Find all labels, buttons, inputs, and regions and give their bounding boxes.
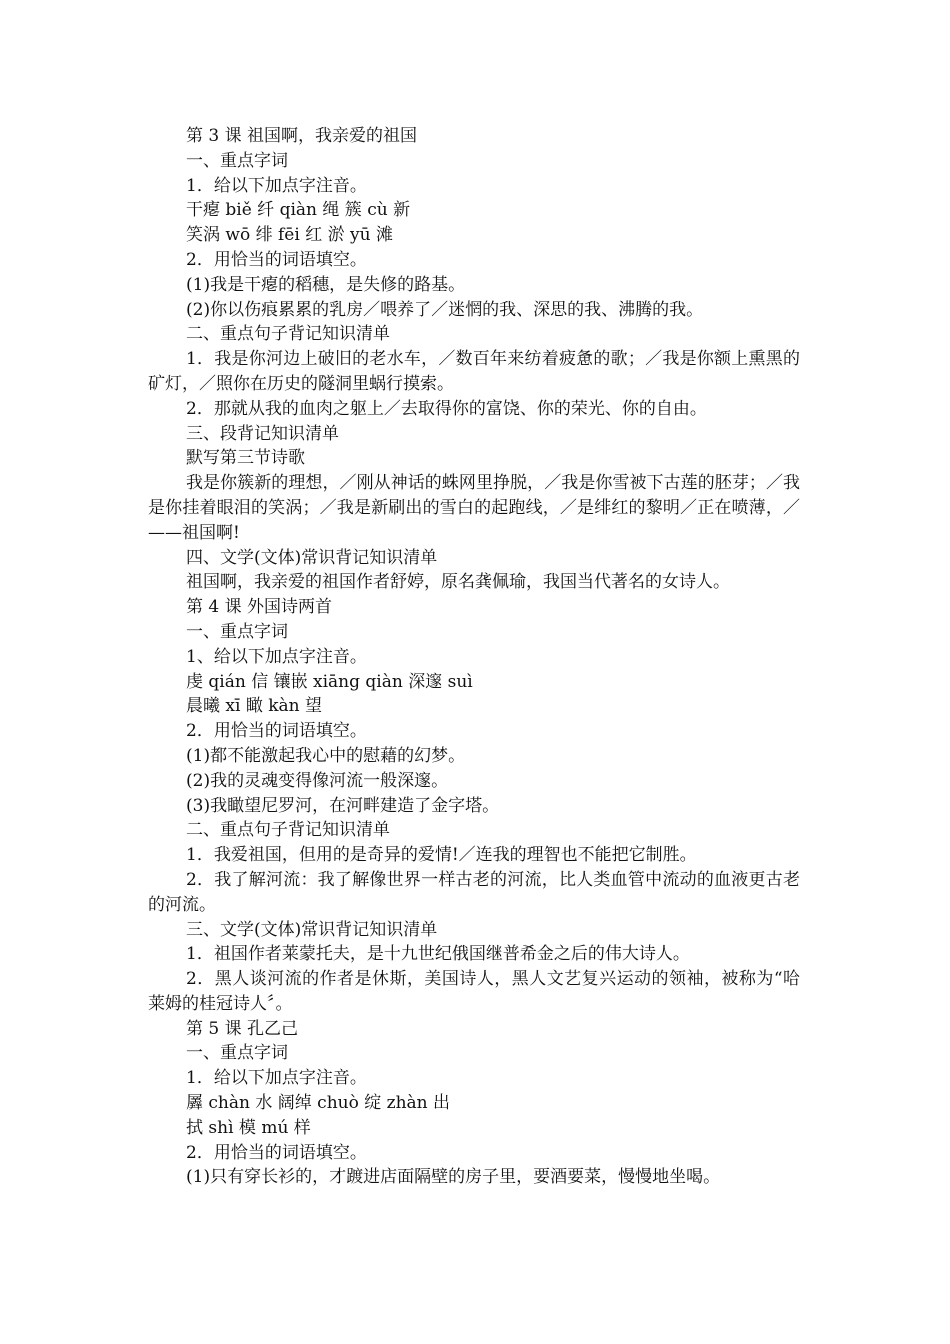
pinyin-line: 羼 chàn 水 阔绰 chuò 绽 zhàn 出 xyxy=(186,1093,451,1114)
question-text: 1．给以下加点字注音。 xyxy=(186,175,367,196)
answer-text: (1)都不能激起我心中的慰藉的幻梦。 xyxy=(186,745,466,766)
answer-text: (2)你以伤痕累累的乳房／喂养了／迷惘的我、深思的我、沸腾的我。 xyxy=(186,299,704,320)
answer-text: (3)我瞰望尼罗河，在河畔建造了金字塔。 xyxy=(186,795,500,816)
lesson-4-title: 第 4 课 外国诗两首 xyxy=(186,597,333,618)
section-heading: 三、段背记知识清单 xyxy=(186,423,339,444)
lesson-5-title: 第 5 课 孔乙己 xyxy=(186,1018,299,1039)
question-text: 2．用恰当的词语填空。 xyxy=(186,249,367,270)
pinyin-line: 拭 shì 模 mú 样 xyxy=(186,1117,311,1138)
pinyin-line: 干瘪 biě 纤 qiàn 绳 簇 cù 新 xyxy=(186,200,411,221)
answer-text: (2)我的灵魂变得像河流一般深邃。 xyxy=(186,770,449,791)
section-heading: 四、文学(文体)常识背记知识清单 xyxy=(186,547,438,568)
answer-text: (1)只有穿长衫的，才踱进店面隔壁的房子里，要酒要菜，慢慢地坐喝。 xyxy=(186,1167,721,1188)
paragraph-text: 默写第三节诗歌 xyxy=(186,448,305,469)
paragraph-text: 我是你簇新的理想，／刚从神话的蛛网里挣脱，／我是你雪被下古莲的胚芽；／我是你挂着眼泪的笑涡；／我是新刷出的雪白的起跑线，／是绯红的黎明／正在喷薄，／——祖国啊! xyxy=(148,473,800,543)
question-text: 1、给以下加点字注音。 xyxy=(186,646,367,667)
paragraph-text: 1．祖国作者莱蒙托夫，是十九世纪俄国继普希金之后的伟大诗人。 xyxy=(186,944,690,965)
section-heading: 一、重点字词 xyxy=(186,1043,288,1064)
paragraph-text: 1．我是你河边上破旧的老水车，／数百年来纺着疲惫的歌；／我是你额上熏黑的矿灯，／照你在历史的隧洞里蜗行摸索。 xyxy=(148,349,800,394)
pinyin-line: 笑涡 wō 绯 fēi 红 淤 yū 滩 xyxy=(186,225,393,246)
paragraph-text: 2．黑人谈河流的作者是休斯，美国诗人，黑人文艺复兴运动的领袖，被称为“哈莱姆的桂冠诗人〞。 xyxy=(148,969,800,1014)
pinyin-line: 晨曦 xī 瞰 kàn 望 xyxy=(186,696,323,717)
paragraph-text: 2．那就从我的血肉之躯上／去取得你的富饶、你的荣光、你的自由。 xyxy=(186,398,707,419)
section-heading: 三、文学(文体)常识背记知识清单 xyxy=(186,919,438,940)
question-text: 2．用恰当的词语填空。 xyxy=(186,721,367,742)
question-text: 2．用恰当的词语填空。 xyxy=(186,1142,367,1163)
document-body xyxy=(148,124,800,1190)
answer-text: (1)我是干瘪的稻穗，是失修的路基。 xyxy=(186,274,466,295)
question-text: 1．给以下加点字注音。 xyxy=(186,1068,367,1089)
lesson-3-title: 第 3 课 祖国啊，我亲爱的祖国 xyxy=(186,126,418,146)
section-heading: 二、重点句子背记知识清单 xyxy=(186,324,390,345)
section-heading: 一、重点字词 xyxy=(186,150,288,171)
paragraph-text: 1．我爱祖国，但用的是奇异的爱情!／连我的理智也不能把它制胜。 xyxy=(186,845,697,866)
section-heading: 二、重点句子背记知识清单 xyxy=(186,820,390,841)
pinyin-line: 虔 qián 信 镶嵌 xiāng qiàn 深邃 suì xyxy=(186,671,473,692)
section-heading: 一、重点字词 xyxy=(186,621,288,642)
paragraph-text: 2．我了解河流：我了解像世界一样古老的河流，比人类血管中流动的血液更古老的河流。 xyxy=(148,869,800,915)
paragraph-text: 祖国啊，我亲爱的祖国作者舒婷，原名龚佩瑜，我国当代著名的女诗人。 xyxy=(186,572,730,593)
